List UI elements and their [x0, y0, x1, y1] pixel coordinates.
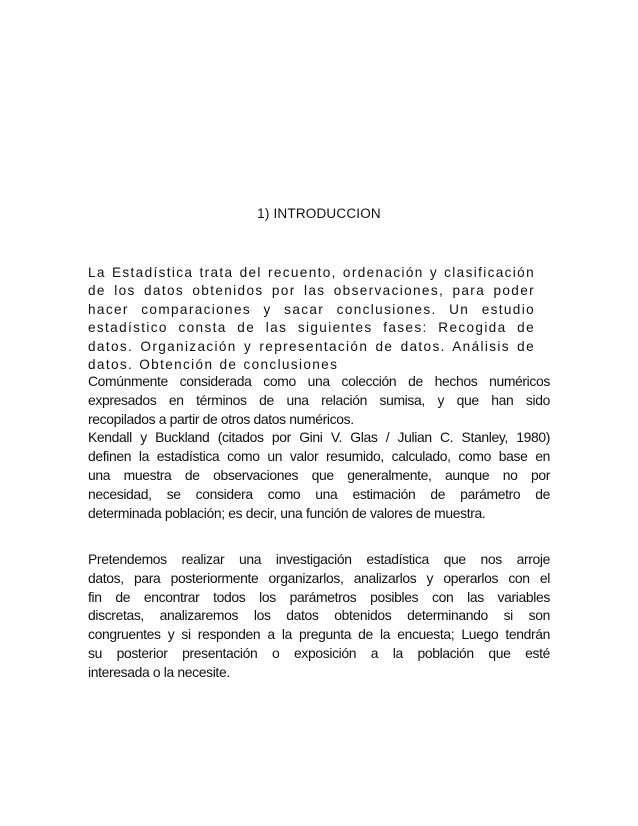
paragraph-line: determinada población; es decir, una función de valores de muestra.	[88, 504, 486, 521]
paragraph-line: una muestra de observaciones que generalmente, aunque no por	[88, 466, 550, 483]
paragraph-line: interesada o la necesite.	[88, 663, 230, 680]
paragraph-line: recopilados a partir de otros datos numéricos.	[88, 410, 354, 427]
paragraph-line: expresados en términos de una relación sumisa, y que han sido	[88, 391, 550, 408]
paragraph-line: su posterior presentación o exposición a la población que esté	[88, 644, 550, 661]
paragraph-line: La Estadística trata del recuento, ordenación y clasificación	[88, 265, 535, 280]
paragraph-line: fin de encontrar todos los parámetros posibles con las variables	[88, 588, 550, 605]
paragraph-line: hacer comparaciones y sacar conclusiones. Un estudio	[88, 301, 535, 317]
paragraph-line: Pretendemos realizar una investigación estadística que nos arroje	[88, 551, 550, 567]
paragraph-line: datos. Obtención de conclusiones	[88, 357, 339, 373]
paragraph-line: Kendall y Buckland (citados por Gini V. Glas / Julian C. Stanley, 1980)	[88, 429, 550, 446]
paragraph-line: de los datos obtenidos por las observaciones, para poder	[88, 283, 535, 299]
paragraph-line: datos. Organización y representación de datos. Análisis de	[88, 338, 535, 354]
page-title: 1) INTRODUCCION	[257, 206, 381, 221]
paragraph-line: estadístico consta de las siguientes fases: Recogida de	[88, 320, 535, 336]
paragraph-line: congruentes y si responden a la pregunta de la encuesta; Luego tendrán	[88, 626, 550, 643]
paragraph-line: datos, para posteriormente organizarlos, analizarlos y operarlos con el	[88, 569, 550, 586]
paragraph-objective	[88, 550, 550, 682]
paragraph-line: discretas, analizaremos los datos obtenidos determinando si son	[88, 607, 550, 624]
paragraph-line: necesidad, se considera como una estimación de parámetro de	[88, 485, 550, 502]
paragraph-introduction	[88, 264, 535, 374]
paragraph-line: definen la estadística como un valor resumido, calculado, como base en	[88, 448, 550, 465]
paragraph-definition	[88, 372, 550, 522]
paragraph-line: Comúnmente considerada como una colección de hechos numéricos	[88, 373, 550, 389]
